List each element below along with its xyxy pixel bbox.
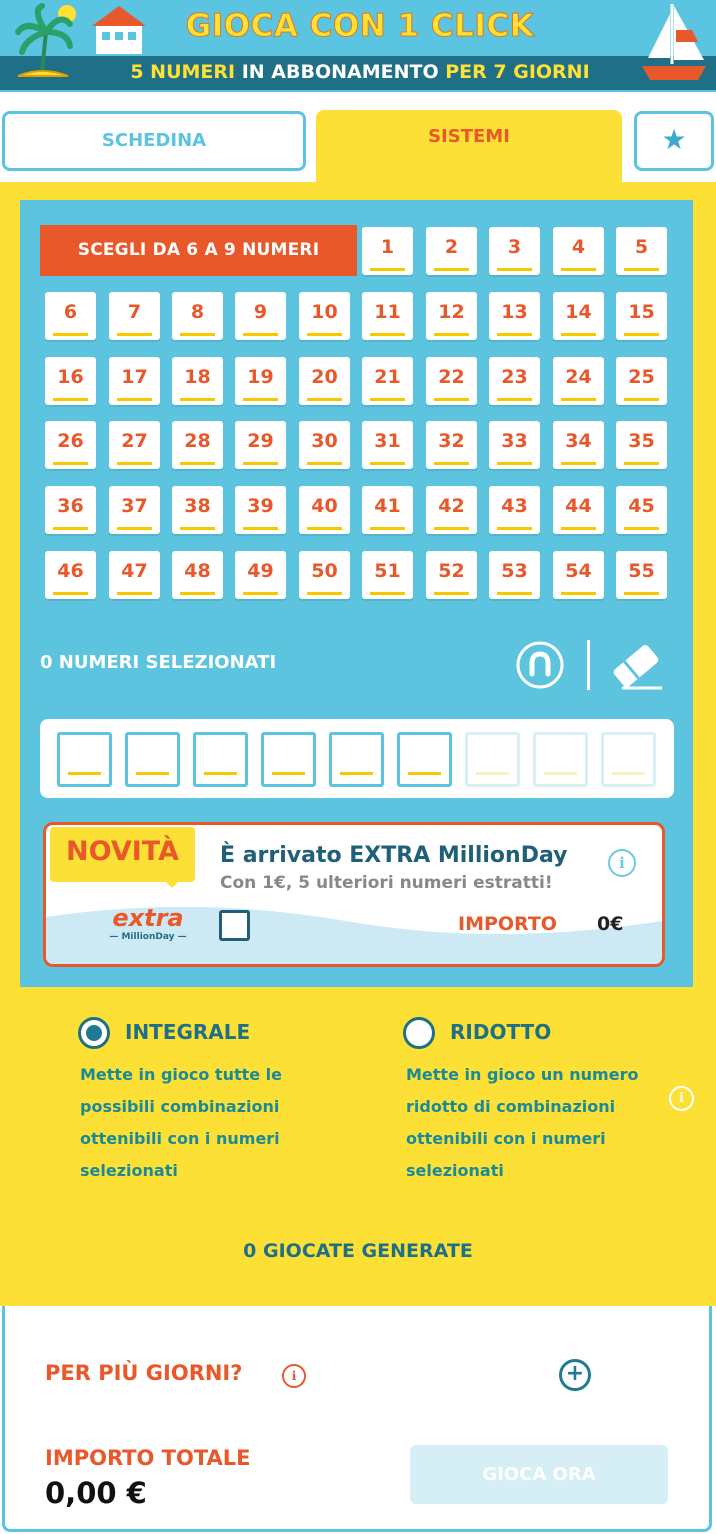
extra-importo-value: 0€ <box>597 913 624 935</box>
number-button[interactable]: 18 <box>172 357 223 405</box>
number-button[interactable]: 53 <box>489 551 540 599</box>
number-button[interactable]: 46 <box>45 551 96 599</box>
number-button[interactable]: 29 <box>235 421 286 469</box>
sailboat-icon <box>636 0 712 90</box>
extra-info-icon[interactable]: i <box>608 849 636 877</box>
number-slot <box>57 732 112 787</box>
number-button[interactable]: 30 <box>299 421 350 469</box>
banner-sub-numbers: 5 NUMERI <box>130 61 236 83</box>
total-amount-label: IMPORTO TOTALE <box>45 1446 251 1470</box>
banner-title: GIOCA CON 1 CLICK <box>185 8 535 44</box>
number-button[interactable]: 37 <box>109 486 160 534</box>
number-slot <box>397 732 452 787</box>
number-button[interactable]: 44 <box>553 486 604 534</box>
choose-numbers-label: SCEGLI DA 6 A 9 NUMERI <box>40 225 357 276</box>
number-button[interactable]: 34 <box>553 421 604 469</box>
extra-subtitle: Con 1€, 5 ulteriori numeri estratti! <box>220 873 553 893</box>
number-button[interactable]: 35 <box>616 421 667 469</box>
number-button[interactable]: 3 <box>489 227 540 275</box>
number-button[interactable]: 45 <box>616 486 667 534</box>
number-button[interactable]: 36 <box>45 486 96 534</box>
banner-sub-subscription: IN ABBONAMENTO <box>235 61 446 83</box>
horseshoe-icon[interactable] <box>515 640 565 690</box>
number-slot <box>193 732 248 787</box>
number-button[interactable]: 7 <box>109 292 160 340</box>
number-button[interactable]: 31 <box>362 421 413 469</box>
number-button[interactable]: 52 <box>426 551 477 599</box>
number-button[interactable]: 28 <box>172 421 223 469</box>
palm-tree-icon <box>12 2 82 82</box>
ridotto-description: Mette in gioco un numero ridotto di combinazioni ottenibili con i numeri selezionati <box>406 1065 639 1180</box>
number-button[interactable]: 55 <box>616 551 667 599</box>
novita-badge: NOVITÀ <box>50 827 195 882</box>
integrale-radio[interactable] <box>78 1017 110 1049</box>
ridotto-radio[interactable] <box>403 1017 435 1049</box>
number-button[interactable]: 12 <box>426 292 477 340</box>
add-days-button[interactable]: + <box>559 1359 591 1391</box>
banner-subtitle <box>90 61 630 83</box>
number-button[interactable]: 50 <box>299 551 350 599</box>
number-button[interactable]: 9 <box>235 292 286 340</box>
number-slot <box>261 732 316 787</box>
number-button[interactable]: 6 <box>45 292 96 340</box>
number-button[interactable]: 5 <box>616 227 667 275</box>
number-button[interactable]: 20 <box>299 357 350 405</box>
selected-count: 0 NUMERI SELEZIONATI <box>40 652 277 673</box>
favorites-button[interactable] <box>634 111 714 171</box>
number-button[interactable]: 25 <box>616 357 667 405</box>
ridotto-title[interactable]: RIDOTTO <box>450 1020 552 1044</box>
more-days-label: PER PIÙ GIORNI? <box>45 1361 243 1385</box>
number-button[interactable]: 19 <box>235 357 286 405</box>
number-button[interactable]: 16 <box>45 357 96 405</box>
generated-plays-count: 0 GIOCATE GENERATE <box>243 1240 473 1262</box>
house-icon <box>88 4 150 56</box>
more-days-info-icon[interactable]: i <box>282 1364 306 1388</box>
number-button[interactable]: 27 <box>109 421 160 469</box>
number-button[interactable]: 39 <box>235 486 286 534</box>
number-button[interactable]: 42 <box>426 486 477 534</box>
optional-number-slot <box>533 732 588 787</box>
number-button[interactable]: 43 <box>489 486 540 534</box>
integrale-title[interactable]: INTEGRALE <box>125 1020 251 1044</box>
number-button[interactable]: 33 <box>489 421 540 469</box>
number-button[interactable]: 26 <box>45 421 96 469</box>
novita-badge-tail <box>160 876 184 888</box>
total-amount-value: 0,00 € <box>45 1476 147 1510</box>
tab-schedina[interactable]: SCHEDINA <box>2 111 306 171</box>
number-slot <box>125 732 180 787</box>
extra-importo-label: IMPORTO <box>458 913 557 935</box>
extra-logo-word: extra <box>112 904 184 932</box>
eraser-icon[interactable] <box>608 640 664 692</box>
tab-sistemi[interactable]: SISTEMI <box>316 110 622 186</box>
options-info-icon[interactable]: i <box>669 1086 694 1111</box>
number-button[interactable]: 51 <box>362 551 413 599</box>
optional-number-slot <box>601 732 656 787</box>
number-button[interactable]: 24 <box>553 357 604 405</box>
number-button[interactable]: 54 <box>553 551 604 599</box>
star-icon: ★ <box>661 123 687 156</box>
banner-sub-days: PER 7 GIORNI <box>445 61 590 83</box>
number-button[interactable]: 47 <box>109 551 160 599</box>
extra-logo-tag: — MillionDay — <box>109 932 187 942</box>
number-button[interactable]: 13 <box>489 292 540 340</box>
number-button[interactable]: 21 <box>362 357 413 405</box>
number-button[interactable]: 17 <box>109 357 160 405</box>
optional-number-slot <box>465 732 520 787</box>
number-button[interactable]: 40 <box>299 486 350 534</box>
tools-divider <box>587 640 590 690</box>
extra-title: È arrivato EXTRA MillionDay <box>220 843 568 868</box>
number-button[interactable]: 4 <box>553 227 604 275</box>
extra-logo <box>106 904 190 946</box>
number-button[interactable]: 8 <box>172 292 223 340</box>
play-now-button[interactable]: GIOCA ORA <box>410 1445 668 1504</box>
number-button[interactable]: 10 <box>299 292 350 340</box>
number-button[interactable]: 41 <box>362 486 413 534</box>
number-button[interactable]: 22 <box>426 357 477 405</box>
number-slot <box>329 732 384 787</box>
promo-banner[interactable] <box>0 0 716 92</box>
number-button[interactable]: 2 <box>426 227 477 275</box>
number-button[interactable]: 23 <box>489 357 540 405</box>
integrale-description: Mette in gioco tutte le possibili combinazioni ottenibili con i numeri selezionati <box>80 1065 283 1180</box>
number-button[interactable]: 32 <box>426 421 477 469</box>
number-button[interactable]: 49 <box>235 551 286 599</box>
number-button[interactable]: 1 <box>362 227 413 275</box>
number-button[interactable]: 11 <box>362 292 413 340</box>
number-button[interactable]: 14 <box>553 292 604 340</box>
number-button[interactable]: 15 <box>616 292 667 340</box>
number-button[interactable]: 38 <box>172 486 223 534</box>
number-button[interactable]: 48 <box>172 551 223 599</box>
extra-checkbox[interactable] <box>219 910 250 941</box>
